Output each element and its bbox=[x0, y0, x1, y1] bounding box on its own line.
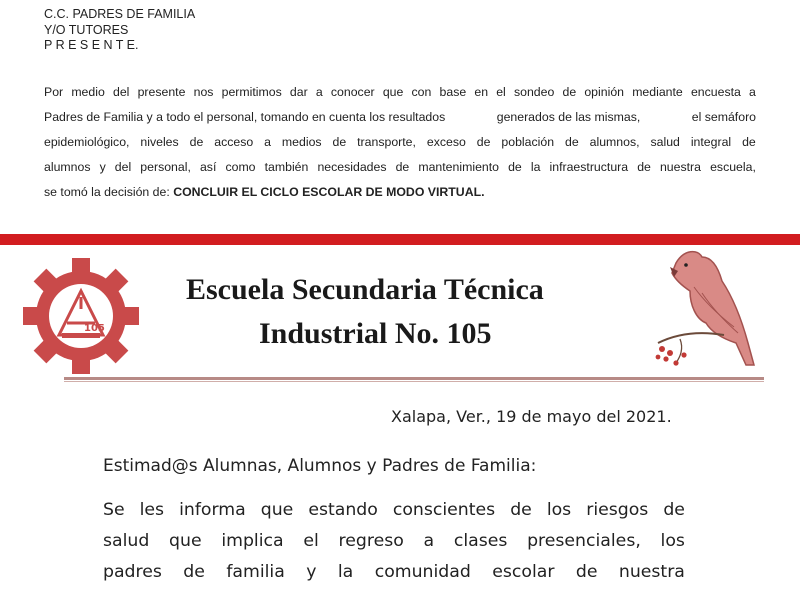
word: niveles bbox=[140, 135, 179, 149]
recipient-line-1: C.C. PADRES DE FAMILIA bbox=[44, 7, 196, 21]
letter-date: Xalapa, Ver., 19 de mayo del 2021. bbox=[391, 407, 672, 426]
word: necesidades bbox=[317, 160, 387, 174]
word: alumnos, bbox=[589, 135, 640, 149]
word: de bbox=[565, 135, 579, 149]
word: generados de las mismas, bbox=[496, 110, 641, 124]
word: el bbox=[496, 85, 506, 99]
word: mantenimiento bbox=[418, 160, 500, 174]
word: de bbox=[395, 160, 410, 174]
word: transporte, bbox=[357, 135, 416, 149]
word: los bbox=[546, 500, 572, 520]
red-divider bbox=[0, 234, 800, 245]
header-rule bbox=[64, 377, 764, 380]
word: Padres de Familia y a todo el personal, tomando en cuenta los resultados bbox=[44, 110, 446, 124]
word: los bbox=[660, 531, 685, 551]
word: de bbox=[575, 562, 598, 582]
word: familia bbox=[226, 562, 285, 582]
word: escuela, bbox=[710, 160, 756, 174]
body-line bbox=[103, 495, 685, 526]
word: el bbox=[303, 531, 319, 551]
word: de bbox=[562, 85, 577, 99]
word: de bbox=[332, 135, 347, 149]
bottom-letter bbox=[0, 245, 800, 600]
word: medios bbox=[281, 135, 322, 149]
recipient-block bbox=[44, 7, 195, 54]
decision-prefix: se tomó la decisión de: bbox=[44, 185, 174, 199]
notice-paragraph bbox=[44, 80, 756, 205]
word: a bbox=[264, 135, 271, 149]
paragraph-line bbox=[44, 80, 756, 105]
word: permitimos bbox=[221, 85, 282, 99]
body-line bbox=[103, 526, 685, 557]
word: escolar bbox=[492, 562, 555, 582]
word: integral bbox=[690, 135, 732, 149]
word: nuestra bbox=[618, 562, 685, 582]
word: de bbox=[742, 135, 756, 149]
word: con bbox=[411, 85, 432, 99]
word: y bbox=[306, 562, 317, 582]
word: Por bbox=[44, 85, 64, 99]
letter-body bbox=[103, 495, 685, 588]
word: también bbox=[264, 160, 309, 174]
word: la bbox=[530, 160, 541, 174]
word: epidemiológico, bbox=[44, 135, 130, 149]
word: como bbox=[225, 160, 256, 174]
word: regreso bbox=[338, 531, 404, 551]
word: comunidad bbox=[374, 562, 471, 582]
word: dar bbox=[289, 85, 308, 99]
word: opinión bbox=[584, 85, 625, 99]
word: a bbox=[315, 85, 323, 99]
word: de bbox=[183, 562, 205, 582]
word: riesgos bbox=[586, 500, 649, 520]
word: de bbox=[510, 500, 532, 520]
word: conscientes bbox=[392, 500, 496, 520]
word: salud bbox=[650, 135, 680, 149]
word: base bbox=[439, 85, 467, 99]
word: en bbox=[474, 85, 489, 99]
word: personal, bbox=[140, 160, 191, 174]
word: Se bbox=[103, 500, 125, 520]
decision-text: CONCLUIR EL CICLO ESCOLAR DE MODO VIRTUAL. bbox=[173, 185, 485, 199]
word: estando bbox=[308, 500, 378, 520]
word: la bbox=[337, 562, 354, 582]
paragraph-last-line bbox=[44, 180, 756, 205]
word: les bbox=[139, 500, 165, 520]
word: nuestra bbox=[659, 160, 701, 174]
body-line bbox=[103, 557, 685, 588]
word: clases bbox=[453, 531, 508, 551]
word: el semáforo bbox=[691, 110, 756, 124]
school-name-line-1: Escuela Secundaria Técnica bbox=[186, 273, 544, 306]
word: sondeo bbox=[513, 85, 555, 99]
word: de bbox=[476, 135, 491, 149]
word: a bbox=[749, 85, 756, 99]
word: de bbox=[508, 160, 522, 174]
word: informa bbox=[179, 500, 246, 520]
word: encuesta bbox=[690, 85, 741, 99]
word: y bbox=[99, 160, 106, 174]
word: que bbox=[169, 531, 202, 551]
word: presenciales, bbox=[527, 531, 641, 551]
word: conocer bbox=[330, 85, 375, 99]
school-name-line-2: Industrial No. 105 bbox=[259, 317, 492, 350]
word: padres bbox=[103, 562, 162, 582]
word: población bbox=[501, 135, 555, 149]
logo-number: 105 bbox=[84, 323, 105, 334]
word: de bbox=[663, 500, 685, 520]
word: que bbox=[382, 85, 404, 99]
top-letter bbox=[0, 0, 800, 234]
recipient-line-3: P R E S E N T E. bbox=[44, 38, 139, 52]
word: del bbox=[112, 85, 130, 99]
school-gear-logo bbox=[22, 257, 140, 375]
word: del bbox=[114, 160, 132, 174]
word: presente bbox=[137, 85, 186, 99]
paragraph-line bbox=[44, 130, 756, 155]
word: así bbox=[199, 160, 217, 174]
word: a bbox=[423, 531, 435, 551]
paragraph-line bbox=[44, 105, 756, 130]
word: implica bbox=[221, 531, 284, 551]
word: de bbox=[189, 135, 204, 149]
word: infraestructura bbox=[549, 160, 629, 174]
word: mediante bbox=[632, 85, 683, 99]
recipient-line-2: Y/O TUTORES bbox=[44, 22, 129, 37]
word: salud bbox=[103, 531, 150, 551]
cardinal-bird-illustration bbox=[650, 247, 760, 372]
word: alumnos bbox=[44, 160, 91, 174]
word: de bbox=[637, 160, 651, 174]
word: medio bbox=[71, 85, 105, 99]
word: acceso bbox=[214, 135, 254, 149]
word: que bbox=[260, 500, 294, 520]
word: nos bbox=[193, 85, 214, 99]
letter-greeting: Estimad@s Alumnas, Alumnos y Padres de Familia: bbox=[103, 456, 537, 476]
header-rule-thin bbox=[64, 381, 764, 382]
word: exceso bbox=[426, 135, 466, 149]
paragraph-line bbox=[44, 155, 756, 180]
